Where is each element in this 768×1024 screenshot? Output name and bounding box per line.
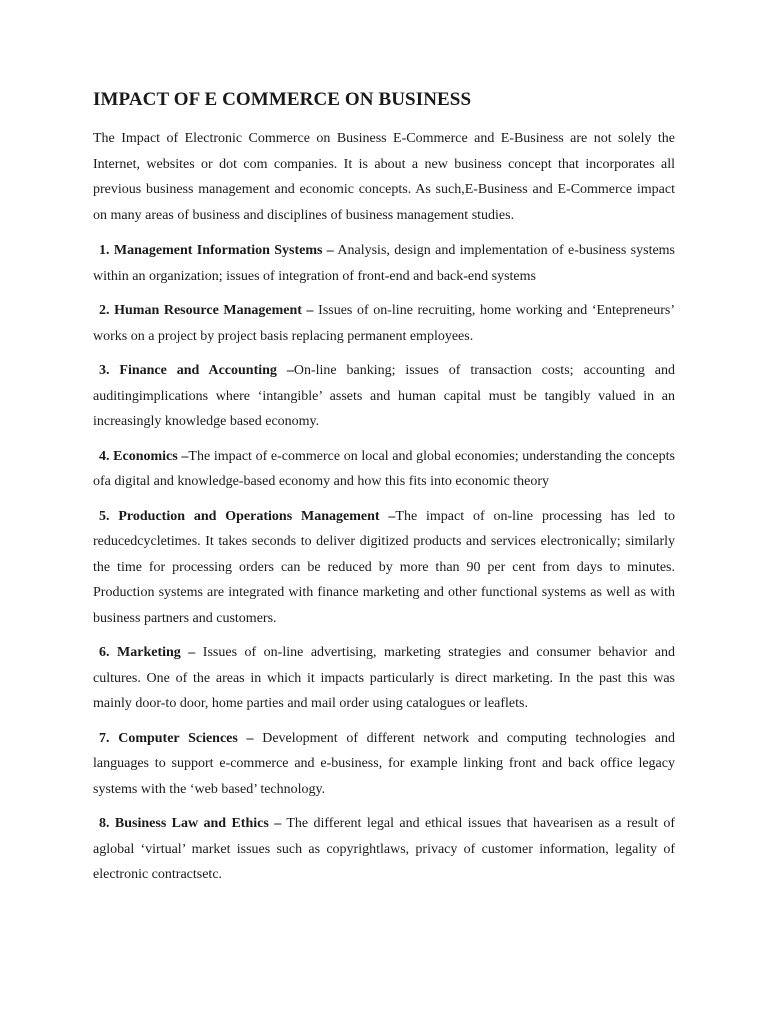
item-heading: Business Law and Ethics –: [114, 816, 282, 831]
list-item: [93, 238, 675, 289]
item-text: Issues of on-line advertising, marketing strategies and consumer behavior and cultures. One of the areas in which it impacts particularly is direct marketing. In the past this was mainly door-to door, home parties and mail order using catalogues or leaflets.: [93, 645, 676, 711]
item-text: The impact of e-commerce on local and global economies; understanding the concepts ofa digital and knowledge-based economy and how this fits into economic theory: [93, 448, 675, 489]
item-number: 4.: [99, 448, 110, 464]
item-text: The different legal and ethical issues that havearisen as a result of aglobal ‘virtual’ market issues such as copyrightlaws, privacy of customer information, legality of electronic contractsetc.: [93, 816, 676, 882]
item-heading: Finance and Accounting –: [119, 363, 294, 378]
item-number: 3.: [99, 363, 110, 378]
item-heading: Human Resource Management –: [114, 303, 314, 318]
list-item: [93, 811, 675, 888]
item-heading: Production and Operations Management –: [118, 508, 396, 524]
document-body: [93, 88, 675, 897]
item-number: 1.: [99, 243, 110, 258]
item-heading: Marketing –: [117, 645, 196, 660]
item-text: Analysis, design and implementation of e-business systems within an organization; issues of integration of front-end and back-end systems: [93, 243, 676, 284]
list-item: [93, 640, 675, 717]
item-text: The impact of on-line processing has led to reducedcycletimes. It takes seconds to deliver digitized products and services electronically; similarly the time for processing orders can be reduced by more than 90 per cent from days to minutes. Production systems are integrated with finance marketing and other functional systems as well as with business partners and customers.: [93, 508, 676, 626]
item-number: 6.: [99, 645, 110, 660]
list-item: [93, 726, 675, 803]
document-title: IMPACT OF E COMMERCE ON BUSINESS: [93, 89, 472, 110]
item-text: Issues of on-line recruiting, home working and ‘Entepreneurs’ works on a project by project basis replacing permanent employees.: [93, 303, 676, 344]
item-text: On-line banking; issues of transaction costs; accounting and auditingimplications where ‘intangible’ assets and human capital must be tangibly valued in an increasingly knowledge based economy.: [93, 363, 675, 429]
item-number: 8.: [99, 816, 110, 831]
list-item: [93, 444, 675, 495]
item-heading: Economics –: [113, 448, 189, 464]
list-item: [93, 504, 675, 632]
item-text: Development of different network and computing technologies and languages to support e-commerce and e-business, for example linking front and back office legacy systems with the ‘web based’ technology.: [93, 730, 676, 797]
list-item: [93, 358, 675, 435]
item-number: 2.: [99, 303, 110, 318]
item-number: 7.: [99, 730, 110, 746]
list-item: [93, 298, 675, 349]
intro-paragraph: The Impact of Electronic Commerce on Business E-Commerce and E-Business are not solely the Internet, websites or dot com companies. It is about a new business concept that incorporates all previous business management and economic concepts. As such,E-Business and E-Commerce impact on many areas of business and disciplines of business management studies.: [93, 131, 675, 223]
item-heading: Computer Sciences –: [118, 730, 254, 746]
item-heading: Management Information Systems –: [113, 243, 334, 258]
item-number: 5.: [99, 508, 110, 524]
